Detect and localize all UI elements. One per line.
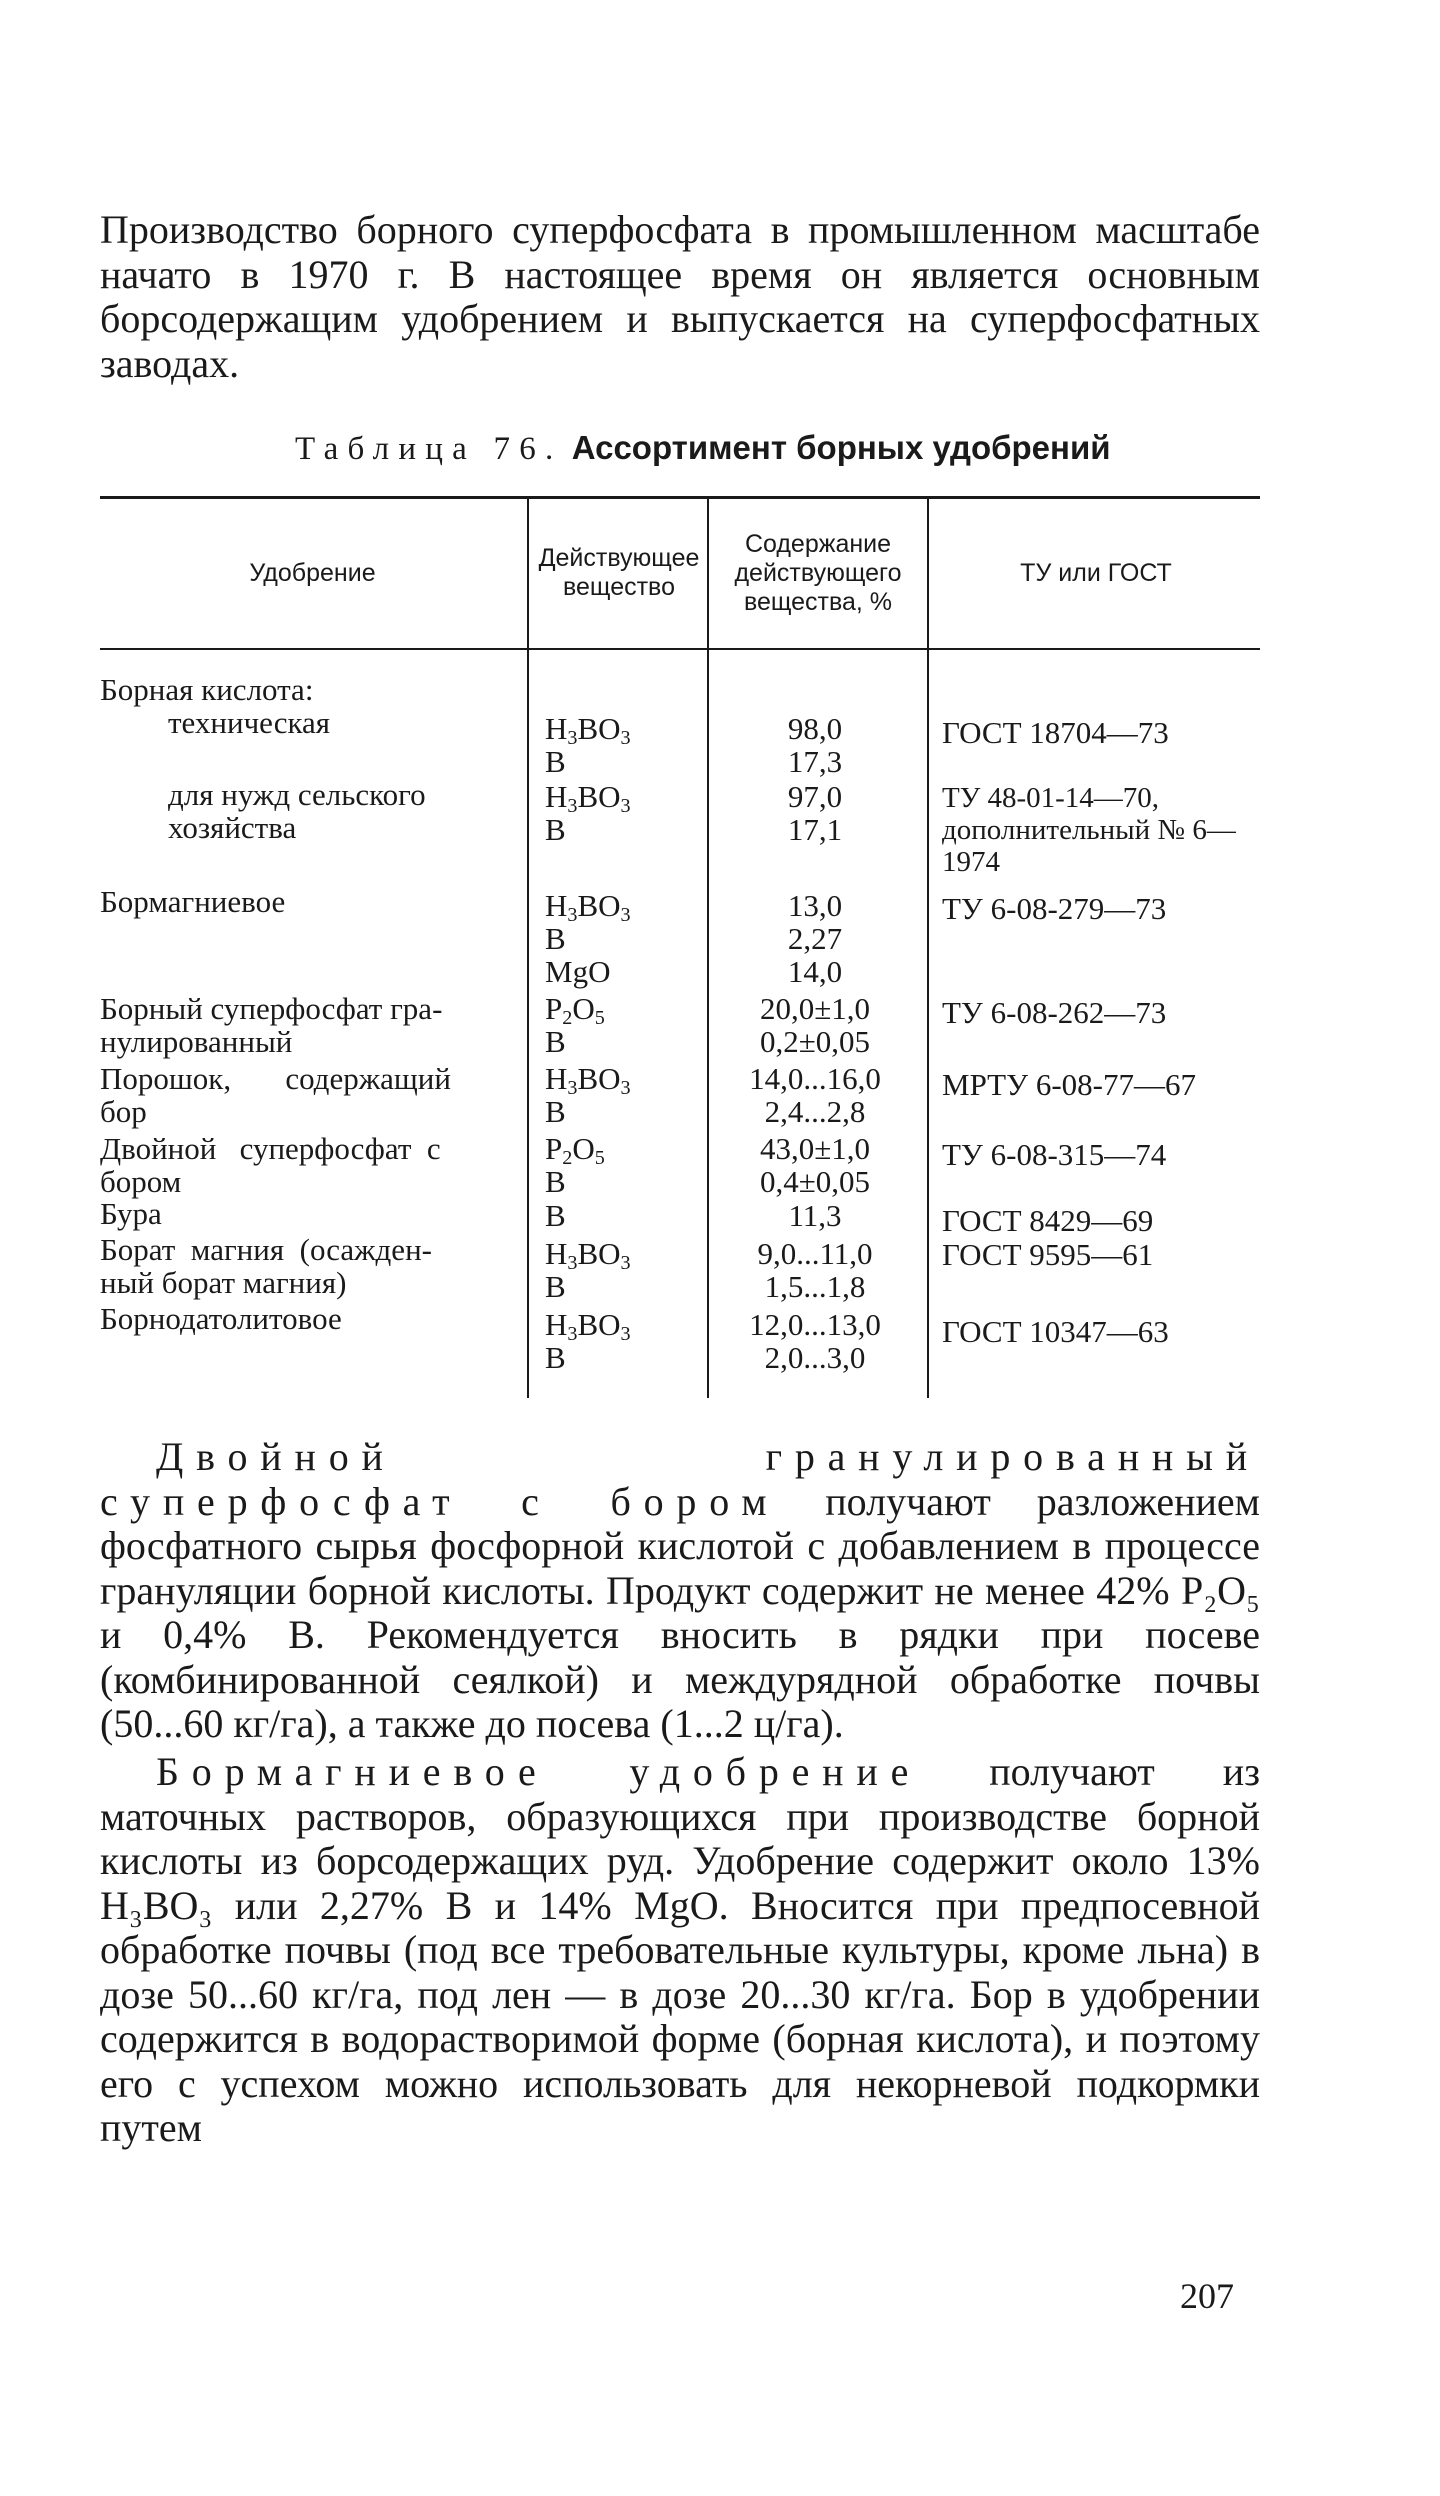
row-fertilizer: Порошок, содержащий бор	[100, 1061, 451, 1129]
row-substance: $P_2O_5$ B	[545, 991, 605, 1059]
row-standard: ГОСТ 8429—69	[942, 1203, 1154, 1238]
table-top-rule	[100, 496, 1260, 499]
row-substance: $H_3BO_3$ B	[545, 1061, 631, 1129]
row-substance: $H_3BO_3$ B	[545, 1236, 631, 1304]
row-standard: ТУ 48-01-14—70, дополнительный № 6—1974	[942, 782, 1236, 878]
paragraph-lead-term: Бормагниевое удобрение	[156, 1749, 922, 1794]
table-col-divider-2	[707, 496, 709, 1398]
row-content: 12,0...13,0 2,0...3,0	[749, 1307, 881, 1375]
paragraph-lead-term: Двойной гранулированный суперфосфат с бором	[100, 1434, 1260, 1524]
row-substance: $H_3BO_3$ B	[545, 779, 631, 847]
page-number: 207	[1180, 2276, 1234, 2316]
paragraph-body: получают из маточных растворов, образующихся при производстве борной кислоты из борсодержащих руд. Удобрение содержит около 13% H₃BO₃ или 2,27% B и 14% MgO. Вносится при предпосевной обработке почвы (под все требовательные культуры, кроме льна) в дозе 50...60 кг/га, под лен — в дозе 20...30 кг/га. Бор в удобрении содержится в водорастворимой форме (борная кислота), и поэтому его с успехом можно использовать для некорневой подкормки путем	[100, 1749, 1260, 2150]
row-fertilizer: Двойной суперфосфат с бором	[100, 1131, 441, 1199]
header-substance: Действующее вещество	[538, 544, 700, 601]
paragraph-double-superphosphate	[100, 1435, 1260, 1747]
row-standard: ТУ 6-08-262—73	[942, 995, 1167, 1030]
row-content: 43,0±1,0 0,4±0,05	[759, 1131, 870, 1199]
row-content: 97,0 17,1	[787, 779, 843, 847]
row-fertilizer: Борный суперфосфат гра- нулированный	[100, 991, 443, 1059]
row-content: 98,0 17,3	[787, 711, 843, 779]
header-standard: ТУ или ГОСТ	[1020, 558, 1172, 587]
row-substance: $H_3BO_3$ B	[545, 1307, 631, 1375]
row-content: 9,0...11,0 1,5...1,8	[757, 1236, 873, 1304]
table-label: Таблица 76.	[295, 431, 563, 467]
row-fertilizer: Борнодатолитовое	[100, 1301, 342, 1336]
row-content: 13,0 2,27 14,0	[787, 888, 843, 989]
row-substance: $P_2O_5$ B	[545, 1131, 605, 1199]
row-standard: ГОСТ 9595—61	[942, 1237, 1154, 1272]
paragraph-bormagnesium	[100, 1750, 1260, 2151]
header-content: Содержание действующего вещества, %	[734, 529, 902, 616]
row-fertilizer: Бормагниевое	[100, 884, 286, 919]
header-fertilizer: Удобрение	[249, 558, 376, 587]
row-fertilizer: Борная кислота:	[100, 672, 314, 707]
row-standard: ТУ 6-08-279—73	[942, 891, 1167, 926]
intro-paragraph: Производство борного суперфосфата в промышленном масштабе начато в 1970 г. В настоящее время он является основным борсодержащим удобрением и выпускается на суперфосфатных заводах.	[100, 207, 1260, 386]
row-fertilizer: техническая	[168, 705, 331, 740]
row-substance: $H_3BO_3$ B	[545, 711, 631, 779]
table-caption	[295, 428, 1195, 469]
row-standard: ТУ 6-08-315—74	[942, 1137, 1167, 1172]
table-title: Ассортимент борных удобрений	[571, 429, 1111, 466]
row-content: 11,3	[788, 1198, 842, 1233]
table-col-divider-3	[927, 496, 929, 1398]
row-standard: ГОСТ 18704—73	[942, 715, 1169, 750]
table-header-rule	[100, 648, 1260, 650]
paragraph-body: получают разложением фосфатного сырья фосфорной кислотой с добавлением в процессе грануляции борной кислоты. Продукт содержит не менее 42% P₂O₅ и 0,4% B. Рекомендуется вносить в рядки при посеве (комбинированной сеялкой) и междурядной обработке почвы (50...60 кг/га), а также до посева (1...2 ц/га).	[100, 1478, 1260, 1746]
row-content: 20,0±1,0 0,2±0,05	[759, 991, 870, 1059]
row-standard: ГОСТ 10347—63	[942, 1314, 1169, 1349]
row-fertilizer: Бура	[100, 1196, 162, 1231]
row-fertilizer: Борат магния (осажден- ный борат магния)	[100, 1232, 432, 1300]
row-fertilizer: для нужд сельского хозяйства	[168, 777, 426, 845]
row-substance: $H_3BO_3$ B MgO	[545, 888, 631, 989]
row-standard: МРТУ 6-08-77—67	[942, 1067, 1196, 1102]
table-col-divider-1	[527, 496, 529, 1398]
row-substance: B	[545, 1198, 566, 1233]
row-content: 14,0...16,0 2,4...2,8	[749, 1061, 881, 1129]
